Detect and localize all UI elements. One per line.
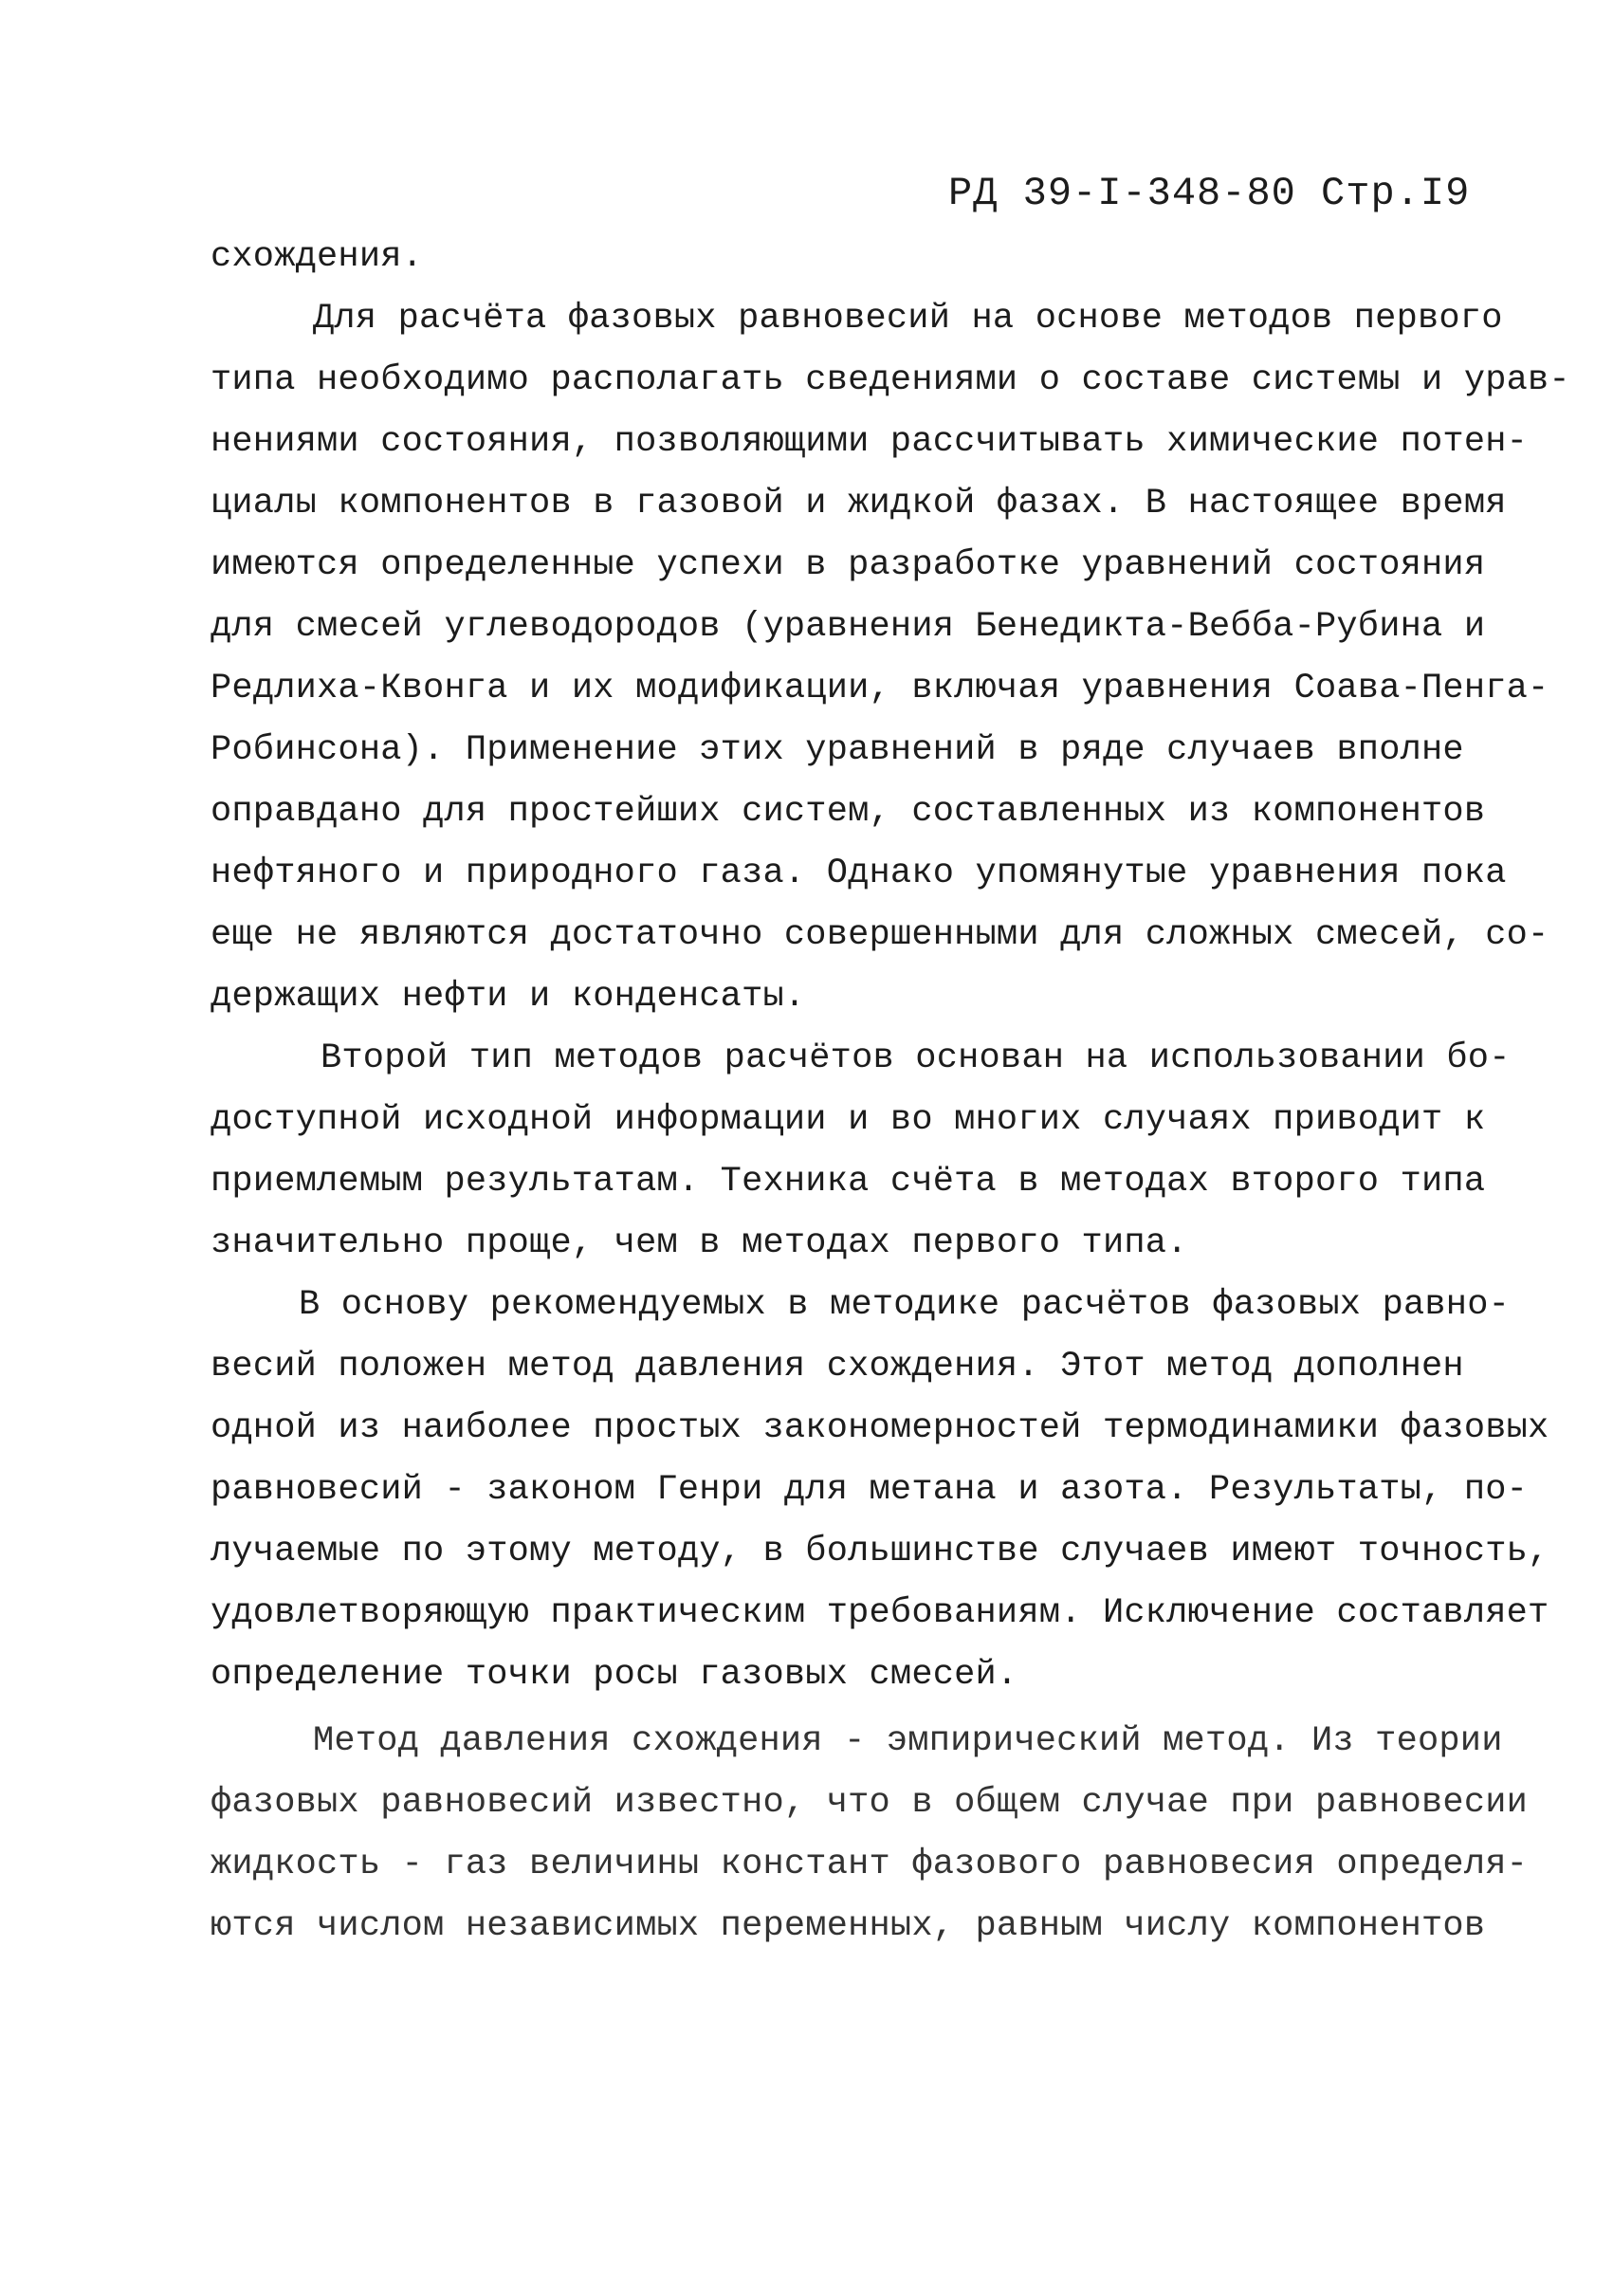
text-line: Метод давления схождения - эмпирический метод. Из теории — [313, 1721, 1503, 1761]
text-line: еще не являются достаточно совершенными для сложных смесей, со- — [211, 915, 1549, 955]
text-line: весий положен метод давления схождения. Этот метод дополнен — [211, 1347, 1464, 1387]
text-line: жидкость - газ величины констант фазового равновесия определя- — [211, 1845, 1529, 1884]
text-line: оправдано для простейших систем, составленных из компонентов — [211, 792, 1486, 832]
text-line: доступной исходной информации и во многих случаях приводит к — [211, 1100, 1486, 1140]
text-line: Редлиха-Квонга и их модификации, включая уравнения Соава-Пенга- — [211, 669, 1549, 708]
text-line: удовлетворяющую практическим требованиям. Исключение составляет — [211, 1593, 1549, 1633]
text-line: значительно проще, чем в методах первого типа. — [211, 1223, 1188, 1263]
text-line: схождения. — [211, 237, 424, 277]
text-line: лучаемые по этому методу, в большинстве случаев имеют точность, — [211, 1532, 1549, 1571]
text-line: типа необходимо располагать сведениями о составе системы и урав- — [211, 360, 1570, 400]
text-line: приемлемым результатам. Техника счёта в методах второго типа — [211, 1162, 1486, 1202]
text-line: имеются определенные успехи в разработке уравнений состояния — [211, 545, 1486, 585]
text-line: Для расчёта фазовых равновесий на основе методов первого — [313, 299, 1503, 339]
text-line: одной из наиболее простых закономерностей термодинамики фазовых — [211, 1408, 1549, 1448]
text-line: Робинсона). Применение этих уравнений в ряде случаев вполне — [211, 730, 1464, 770]
text-line: В основу рекомендуемых в методике расчётов фазовых равно- — [299, 1285, 1511, 1325]
text-line: определение точки росы газовых смесей. — [211, 1655, 1018, 1695]
text-line: циалы компонентов в газовой и жидкой фазах. В настоящее время — [211, 484, 1507, 523]
text-line: для смесей углеводородов (уравнения Бенедикта-Вебба-Рубина и — [211, 607, 1486, 647]
text-line: ются числом независимых переменных, равным числу компонентов — [211, 1906, 1486, 1946]
text-line: нефтяного и природного газа. Однако упомянутые уравнения пока — [211, 854, 1507, 893]
text-line: Второй тип методов расчётов основан на использовании бо- — [321, 1038, 1511, 1078]
text-line: нениями состояния, позволяющими рассчитывать химические потен- — [211, 422, 1529, 462]
page-header: РД 39-I-348-80 Стр.I9 — [948, 171, 1471, 216]
text-line: фазовых равновесий известно, что в общем случае при равновесии — [211, 1783, 1529, 1823]
text-line: держащих нефти и конденсаты. — [211, 977, 806, 1017]
text-line: равновесий - законом Генри для метана и азота. Результаты, по- — [211, 1470, 1529, 1510]
